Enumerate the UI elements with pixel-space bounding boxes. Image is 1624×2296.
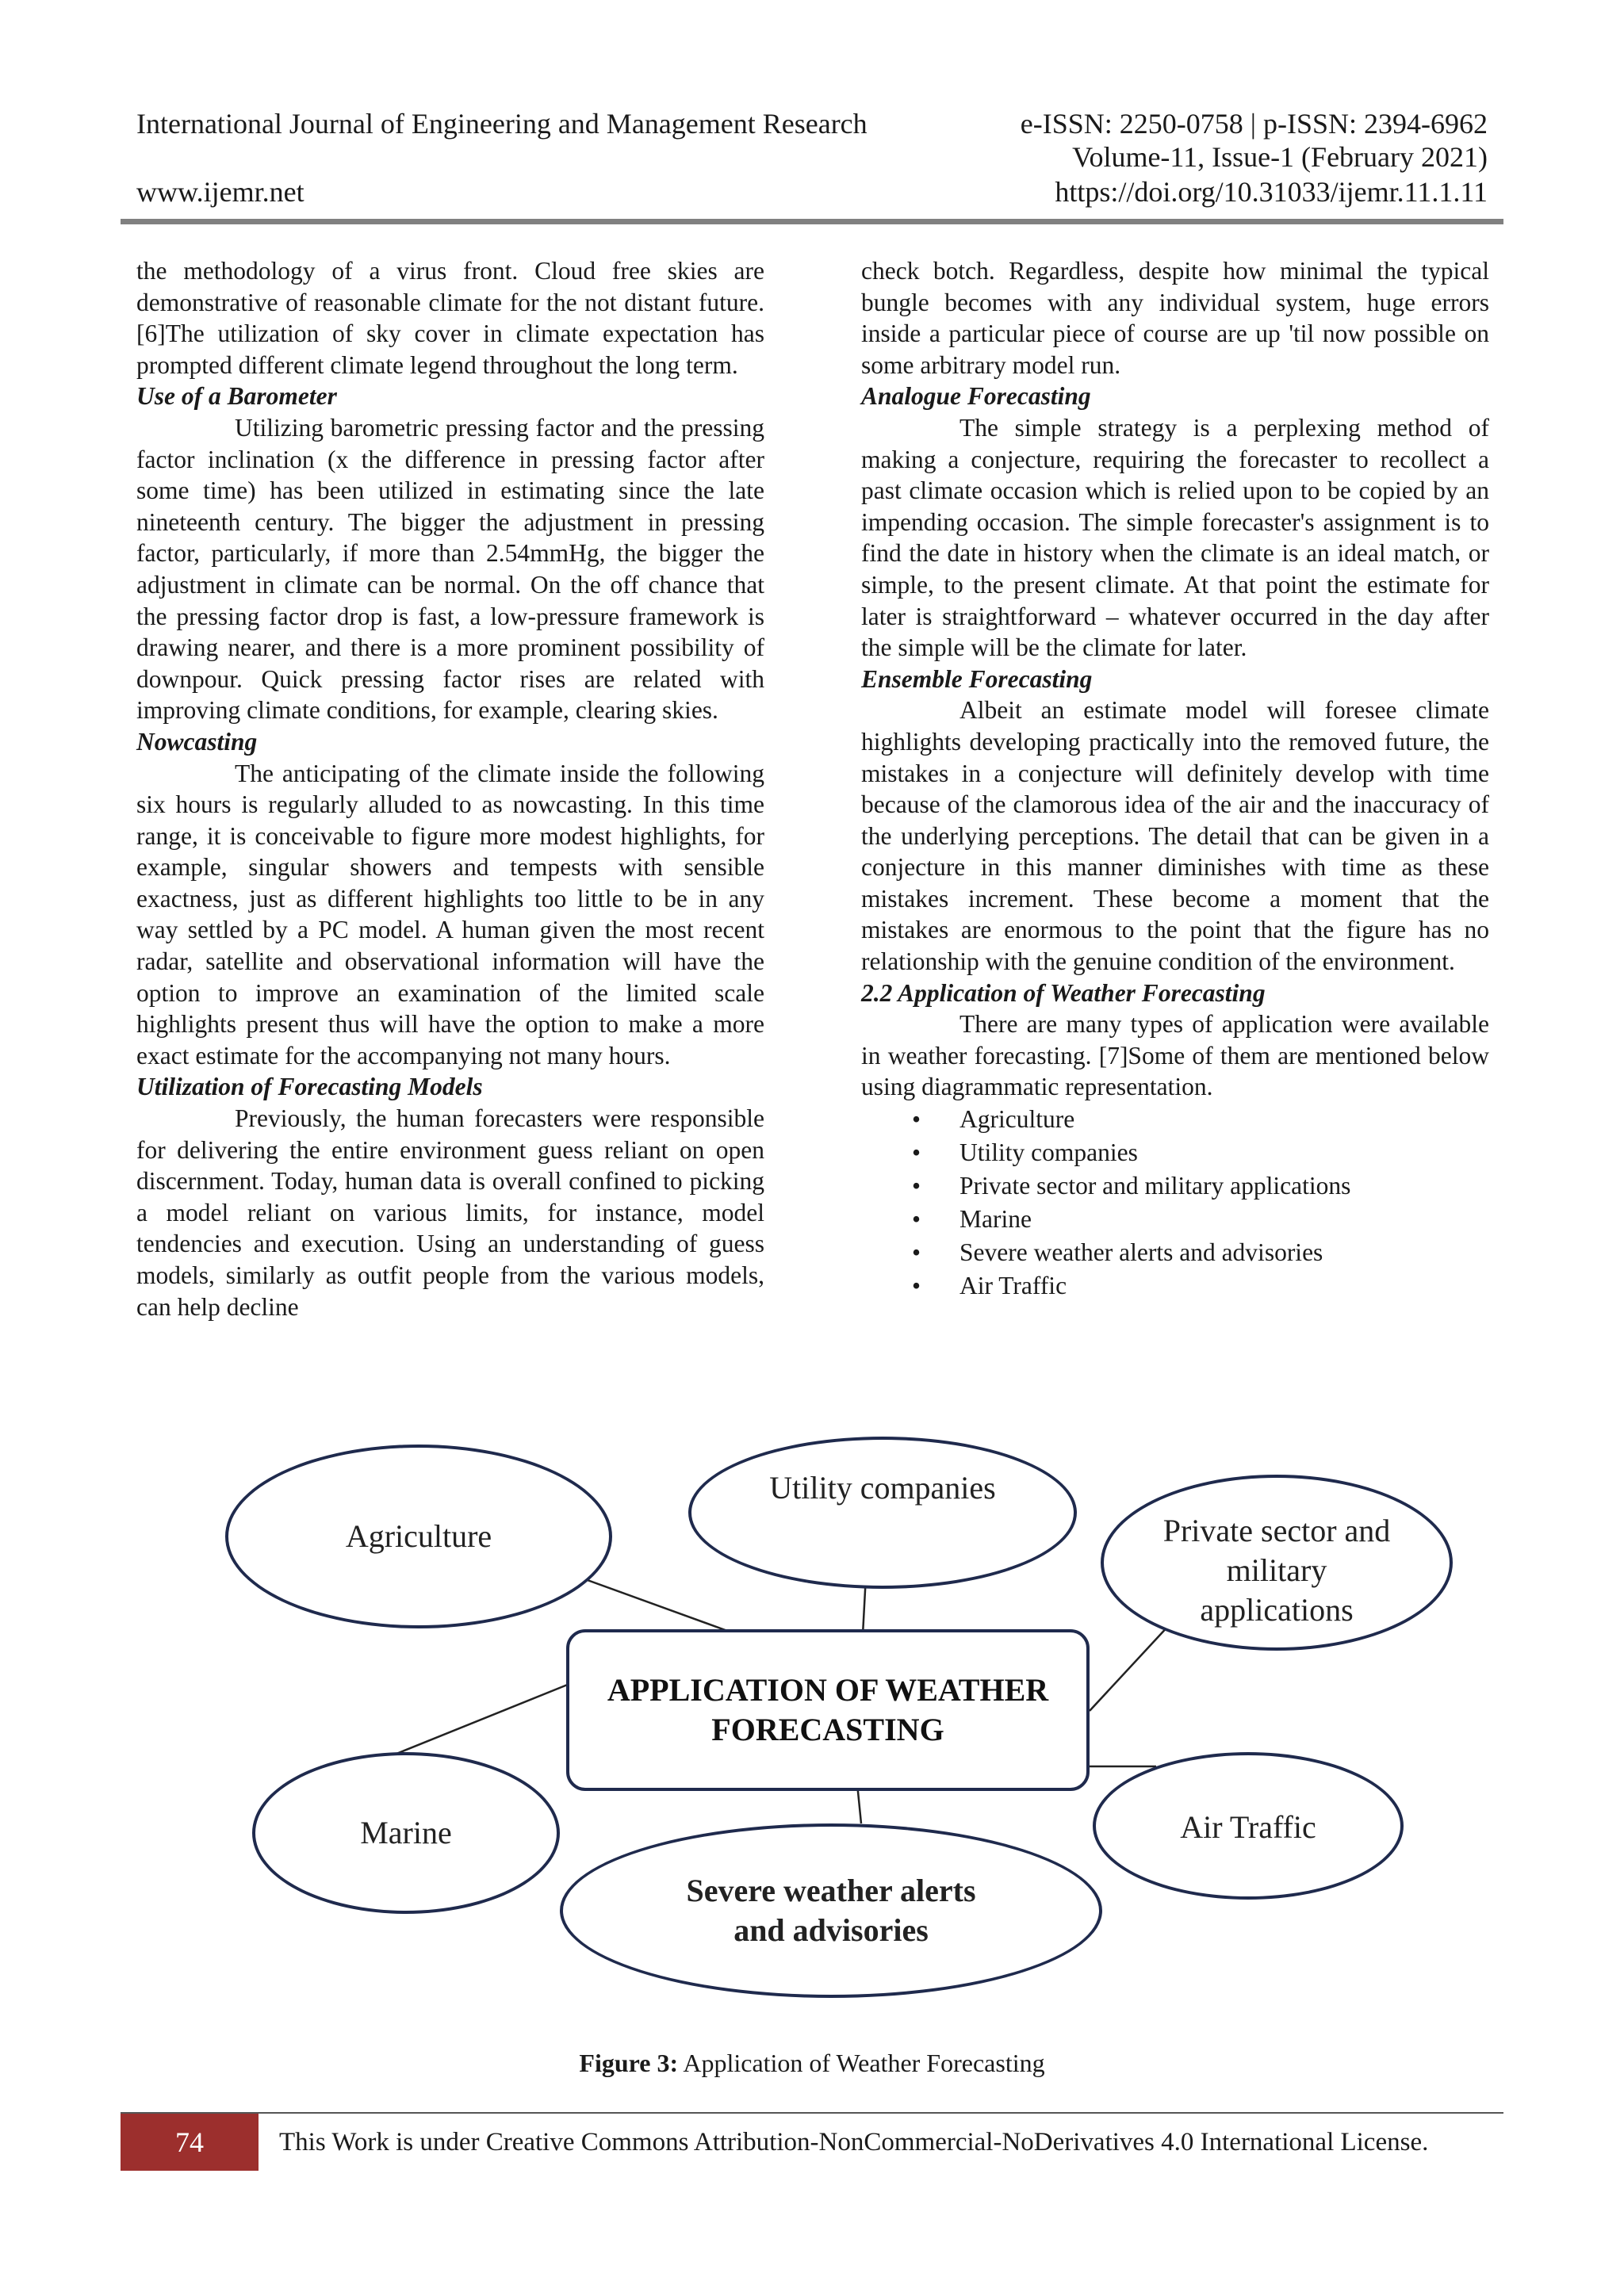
list-item: • Private sector and military applications [861, 1169, 1489, 1203]
connector-private [1090, 1624, 1170, 1711]
paragraph-barometer: Utilizing barometric pressing factor and the pressing factor inclination (x the difference in pressing factor after some time) has been utilized in estimating since the late nineteenth century. The bigger the adjustment in pressing factor, particularly, if more than 2.54mmHg, the bigger the adjustment in climate can be normal. On the off chance that the pressing factor drop is fast, a low-pressure framework is drawing nearer, and there is a more prominent possibility of downpour. Quick pressing factor rises are related with improving climate conditions, for example, clearing skies. [136, 413, 764, 725]
heading-forecasting-models: Utilization of Forecasting Models [136, 1073, 483, 1101]
bullet-icon: • [912, 1172, 921, 1200]
list-item: • Utility companies [861, 1136, 1489, 1169]
node-utility-companies: Utility companies [688, 1437, 1077, 1589]
paragraph-application: There are many types of application were available in weather forecasting. [7]Some of them are mentioned below using diagrammatic representation. [861, 1010, 1489, 1101]
connector-agriculture [585, 1579, 730, 1632]
node-marine: Marine [252, 1752, 560, 1914]
node-agriculture: Agriculture [225, 1445, 612, 1628]
list-item: • Air Traffic [861, 1269, 1489, 1303]
heading-barometer: Use of a Barometer [136, 382, 337, 411]
heading-nowcasting: Nowcasting [136, 727, 258, 756]
issn-info: e-ISSN: 2250-0758 | p-ISSN: 2394-6962 [1020, 108, 1488, 140]
left-paragraph-continued: the methodology of a virus front. Cloud free skies are demonstrative of reasonable climate for the not distant future. [6]The utilization of sky cover in climate expectation has prompted different climate legend throughout the long term. [136, 257, 764, 379]
caption-text: Application of Weather Forecasting [678, 2049, 1045, 2077]
paragraph-forecasting-models: Previously, the human forecasters were responsible for delivering the entire environment guess reliant on open discernment. Today, human data is overall confined to picking a model reliant on various limits, for instance, model tendencies and execution. Using an understanding of guess models, similarly as outfit people from the various models, can help decline [136, 1104, 764, 1321]
bullet-icon: • [912, 1205, 921, 1234]
license-text: This Work is under Creative Commons Attribution-NonCommercial-NoDerivatives 4.0 International License. [279, 2128, 1429, 2156]
paragraph-analogue: The simple strategy is a perplexing method of making a conjecture, requiring the forecaster to recollect a past climate occasion which is relied upon to be copied by an impending occasion. The simple forecaster's assignment is to find the date in history when the climate is an ideal match, or simple, to the present climate. At that point the estimate for later is straightforward – whatever occurred in the day after the simple will be the climate for later. [861, 413, 1489, 662]
page-number: 74 [121, 2114, 259, 2171]
connector-marine [396, 1684, 569, 1754]
volume-info: Volume-11, Issue-1 (February 2021) [1072, 141, 1488, 173]
doi-link[interactable]: https://doi.org/10.31033/ijemr.11.1.11 [1055, 176, 1488, 208]
bullet-icon: • [912, 1272, 921, 1300]
list-item: • Marine [861, 1203, 1489, 1236]
list-item: • Severe weather alerts and advisories [861, 1236, 1489, 1269]
heading-application: 2.2 Application of Weather Forecasting [861, 978, 1266, 1007]
footer-rule [121, 2112, 1503, 2114]
application-diagram [0, 1427, 1624, 1998]
caption-label: Figure 3: [579, 2049, 679, 2077]
list-item: • Agriculture [861, 1103, 1489, 1136]
right-column [861, 255, 1489, 1303]
diagram-center-box: APPLICATION OF WEATHER FORECASTING [566, 1629, 1090, 1791]
right-paragraph-continued: check botch. Regardless, despite how minimal the typical bungle becomes with any individual system, huge errors inside a particular piece of course are up 'til now possible on some arbitrary model run. [861, 257, 1489, 379]
node-severe-weather: Severe weather alerts and advisories [560, 1823, 1102, 1998]
node-private-sector: Private sector and military applications [1101, 1475, 1453, 1651]
paragraph-nowcasting: The anticipating of the climate inside the following six hours is regularly alluded to as nowcasting. In this time range, it is conceivable to figure more modest highlights, for example, singular showers and tempests with sensible exactness, just as different highlights too little to be in any way settled by a PC model. A human given the most recent radar, satellite and observational information will have the option to improve an examination of the limited scale highlights present thus will have the option to make a more exact estimate for the accompanying not many hours. [136, 759, 764, 1070]
bullet-icon: • [912, 1105, 921, 1134]
application-list [861, 1103, 1489, 1303]
node-air-traffic: Air Traffic [1093, 1752, 1404, 1900]
bullet-icon: • [912, 1238, 921, 1267]
journal-title: International Journal of Engineering and Management Research [136, 108, 868, 140]
heading-ensemble: Ensemble Forecasting [861, 664, 1093, 693]
header-rule [121, 219, 1503, 224]
paragraph-ensemble: Albeit an estimate model will foresee climate highlights developing practically into the removed future, the mistakes in a conjecture will definitely develop with time because of the clamorous idea of the air and the inaccuracy of the underlying perceptions. The detail that can be given in a conjecture in this manner diminishes with time as these mistakes increment. These become a moment that the mistakes are enormous to the point that the figure has no relationship with the genuine condition of the environment. [861, 696, 1489, 976]
left-column [136, 255, 764, 1322]
bullet-icon: • [912, 1138, 921, 1167]
heading-analogue: Analogue Forecasting [861, 382, 1091, 411]
website-link[interactable]: www.ijemr.net [136, 176, 304, 208]
figure-caption [0, 2047, 1624, 2079]
